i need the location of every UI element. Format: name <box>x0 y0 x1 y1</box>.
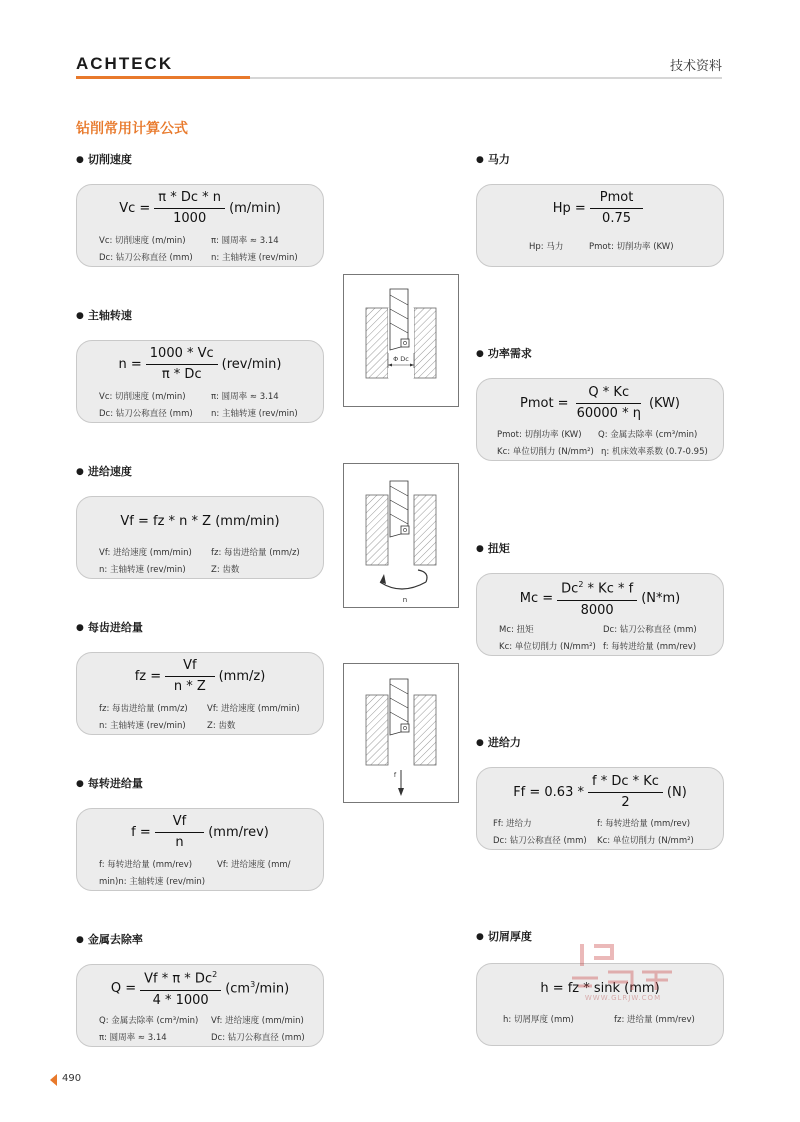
drill-rotation-illustration <box>344 464 458 607</box>
definitions <box>503 1010 711 1027</box>
definition: π: 圆周率 ≈ 3.14 <box>211 235 279 246</box>
section-heading-feed-force: ● 进给力 <box>476 734 521 750</box>
formula-feed-speed: Vf = fz * n * Z (mm/min) <box>120 513 280 529</box>
superscript: 3 <box>250 979 256 989</box>
definition: π: 圆周率 ≈ 3.14 <box>99 1032 167 1043</box>
watermark-url: WWW.GLRJW.COM <box>584 994 662 1002</box>
definition: f: 每转进给量 (mm/rev) <box>603 641 697 652</box>
definition: Dc: 钻刀公称直径 (mm) <box>493 835 587 846</box>
formula-fraction <box>573 385 645 422</box>
definition: Vf: 进给速度 (mm/min) <box>99 547 192 558</box>
formula-chip-thickness: h = fz * sink (mm) <box>540 980 660 996</box>
section-heading-chip-thickness: ● 切屑厚度 <box>476 928 532 944</box>
definition: π: 圆周率 ≈ 3.14 <box>211 391 279 402</box>
formula-horsepower <box>477 185 723 231</box>
formula-fraction <box>146 346 218 383</box>
section-heading-torque: ● 扭矩 <box>476 540 510 556</box>
feed-label: f <box>393 771 397 779</box>
definition: Dc: 钻刀公称直径 (mm) <box>99 408 193 419</box>
definition: Kc: 单位切削力 (N/mm²) <box>497 446 594 457</box>
page-title: 钻削常用计算公式 <box>76 121 188 137</box>
drilling-diagram-diameter <box>343 274 459 407</box>
formula-unit <box>225 980 289 996</box>
formula-denominator: n * Z <box>173 678 206 694</box>
formula-denominator: 4 * 1000 <box>152 992 209 1008</box>
section-heading-cutting-speed: ● 切削速度 <box>76 151 132 167</box>
definition: f: 每转进给量 (mm/rev) <box>597 818 691 829</box>
formula-box-metal-removal <box>76 964 324 1047</box>
formula-box-feed-per-rev <box>76 808 324 891</box>
definitions <box>99 387 311 421</box>
numerator-text: Vf * π * Dc <box>144 971 213 987</box>
formula-unit: (KW) <box>648 395 680 411</box>
definition: Vc: 切削速度 (m/min) <box>99 391 186 402</box>
definition: Dc: 钻刀公称直径 (mm) <box>211 1032 305 1043</box>
definition: η: 机床效率系数 (0.7-0.95) <box>601 446 708 457</box>
definition: Ff: 进给力 <box>493 818 532 829</box>
definition: Z: 齿数 <box>207 720 236 731</box>
numerator-text: Dc <box>561 581 579 597</box>
section-heading-spindle-speed: ● 主轴转速 <box>76 307 132 323</box>
definition: Vf: 进给速度 (mm/min) <box>207 703 300 714</box>
formula-fraction <box>557 577 637 618</box>
formula-lhs: f = <box>131 824 151 840</box>
formula-feed-per-rev <box>77 809 323 855</box>
formula-lhs: Vc = <box>119 200 151 216</box>
definition: Pmot: 切削功率 (KW) <box>589 241 674 252</box>
formula-box-cutting-speed <box>76 184 324 267</box>
formula-fraction <box>165 658 214 695</box>
definition: n: 主轴转速 (rev/min) <box>211 252 298 263</box>
formula-denominator: n <box>175 834 184 850</box>
definition: h: 切屑厚度 (mm) <box>503 1014 574 1025</box>
drilling-diagram-feed <box>343 663 459 803</box>
diameter-label: Φ Dc <box>393 355 409 363</box>
formula-lhs: Mc = <box>519 590 554 606</box>
section-heading-feed-per-tooth: ● 每齿进给量 <box>76 619 143 635</box>
section-heading-metal-removal: ● 金属去除率 <box>76 931 143 947</box>
definition: Dc: 钻刀公称直径 (mm) <box>99 252 193 263</box>
formula-denominator: 1000 <box>173 210 207 226</box>
definition: Z: 齿数 <box>211 564 240 575</box>
definition: min)n: 主轴转速 (rev/min) <box>99 876 206 887</box>
definition: Dc: 钻刀公称直径 (mm) <box>603 624 697 635</box>
drill-in-workpiece-illustration <box>344 275 458 406</box>
definitions <box>499 620 711 654</box>
formula-numerator: Q * Kc <box>576 385 641 404</box>
definitions <box>99 543 311 577</box>
section-heading-feed-speed: ● 进给速度 <box>76 463 132 479</box>
formula-lhs: n = <box>118 356 142 372</box>
formula-numerator: 1000 * Vc <box>146 346 218 365</box>
definition: fz: 进给量 (mm/rev) <box>614 1014 695 1025</box>
superscript: 2 <box>578 580 584 590</box>
definition: n: 主轴转速 (rev/min) <box>99 564 186 575</box>
definitions <box>497 425 715 459</box>
definition: Vc: 切削速度 (m/min) <box>99 235 186 246</box>
formula-unit: (mm/rev) <box>208 824 269 840</box>
formula-fraction <box>588 774 663 811</box>
watermark-logo <box>568 942 678 992</box>
definition: Vf: 进给速度 (mm/ <box>217 859 291 870</box>
formula-feed-force <box>477 768 723 816</box>
formula-unit: (rev/min) <box>221 356 282 372</box>
formula-cutting-speed <box>77 185 323 231</box>
section-heading-power: ● 功率需求 <box>476 345 532 361</box>
definitions <box>529 237 711 254</box>
definition: Kc: 单位切削力 (N/mm²) <box>499 641 596 652</box>
formula-lhs: fz = <box>134 668 162 684</box>
watermark <box>568 942 678 1006</box>
header-title: 技术资料 <box>669 59 722 74</box>
section-heading-feed-per-rev: ● 每转进给量 <box>76 775 143 791</box>
superscript: 2 <box>212 970 218 980</box>
formula-numerator <box>140 967 221 990</box>
header-rule-accent <box>76 76 250 79</box>
formula-lhs: Q = <box>110 980 137 996</box>
definitions <box>493 814 711 848</box>
definition: n: 主轴转速 (rev/min) <box>211 408 298 419</box>
definition: fz: 每齿进给量 (mm/z) <box>99 703 188 714</box>
formula-metal-removal <box>77 965 323 1011</box>
definitions <box>99 855 307 889</box>
drill-feed-illustration <box>344 664 458 802</box>
formula-denominator: 60000 * η <box>576 405 641 421</box>
definition: Vf: 进给速度 (mm/min) <box>211 1015 304 1026</box>
brand-logo: ACHTECK <box>76 54 174 73</box>
numerator-text: * Kc * f <box>583 581 634 597</box>
formula-lhs: Hp = <box>552 200 586 216</box>
formula-box-spindle-speed <box>76 340 324 423</box>
formula-numerator: f * Dc * Kc <box>588 774 663 793</box>
formula-unit: (mm/z) <box>218 668 266 684</box>
definitions <box>99 699 311 733</box>
header-rule <box>250 77 722 79</box>
formula-fraction <box>154 190 225 227</box>
formula-unit: (N*m) <box>641 590 681 606</box>
formula-denominator: 0.75 <box>602 210 631 226</box>
formula-denominator: 8000 <box>580 602 614 618</box>
formula-spindle-speed <box>77 341 323 387</box>
formula-lhs: Pmot = <box>519 395 569 411</box>
formula-unit: (N) <box>666 784 687 800</box>
formula-box-torque <box>476 573 724 656</box>
formula-power <box>477 379 723 427</box>
formula-unit: (m/min) <box>229 200 281 216</box>
formula-box-power <box>476 378 724 461</box>
definition: Q: 金属去除率 (cm³/min) <box>99 1015 199 1026</box>
definitions <box>99 231 311 265</box>
definition: Q: 金属去除率 (cm³/min) <box>598 429 698 440</box>
formula-fraction <box>140 967 221 1008</box>
formula-denominator: π * Dc <box>161 366 202 382</box>
rotation-label: n <box>402 596 408 604</box>
section-heading-horsepower: ● 马力 <box>476 151 510 167</box>
definition: n: 主轴转速 (rev/min) <box>99 720 186 731</box>
formula-numerator <box>557 577 637 600</box>
formula-fraction <box>155 814 204 851</box>
definition: Kc: 单位切削力 (N/mm²) <box>597 835 694 846</box>
definition: Mc: 扭矩 <box>499 624 534 635</box>
formula-denominator: 2 <box>621 794 630 810</box>
formula-box-feed-speed <box>76 496 324 579</box>
formula-torque <box>477 574 723 622</box>
definition: fz: 每齿进给量 (mm/z) <box>211 547 300 558</box>
formula-box-horsepower <box>476 184 724 267</box>
unit-text: /min) <box>255 981 290 997</box>
formula-numerator: π * Dc * n <box>154 190 225 209</box>
definition: f: 每转进给量 (mm/rev) <box>99 859 193 870</box>
formula-lhs: Ff = 0.63 * <box>513 784 584 800</box>
formula-feed-per-tooth <box>77 653 323 699</box>
formula-numerator: Pmot <box>590 190 644 209</box>
drilling-diagram-rotation <box>343 463 459 608</box>
definitions <box>99 1011 311 1045</box>
formula-box-feed-force <box>476 767 724 850</box>
definition: Hp: 马力 <box>529 241 564 252</box>
definition: Pmot: 切削功率 (KW) <box>497 429 582 440</box>
unit-text: (cm <box>225 981 251 997</box>
page-number: 490 <box>62 1073 82 1084</box>
formula-numerator: Vf <box>165 658 214 677</box>
formula-numerator: Vf <box>155 814 204 833</box>
formula-fraction <box>590 190 644 227</box>
formula-box-feed-per-tooth <box>76 652 324 735</box>
